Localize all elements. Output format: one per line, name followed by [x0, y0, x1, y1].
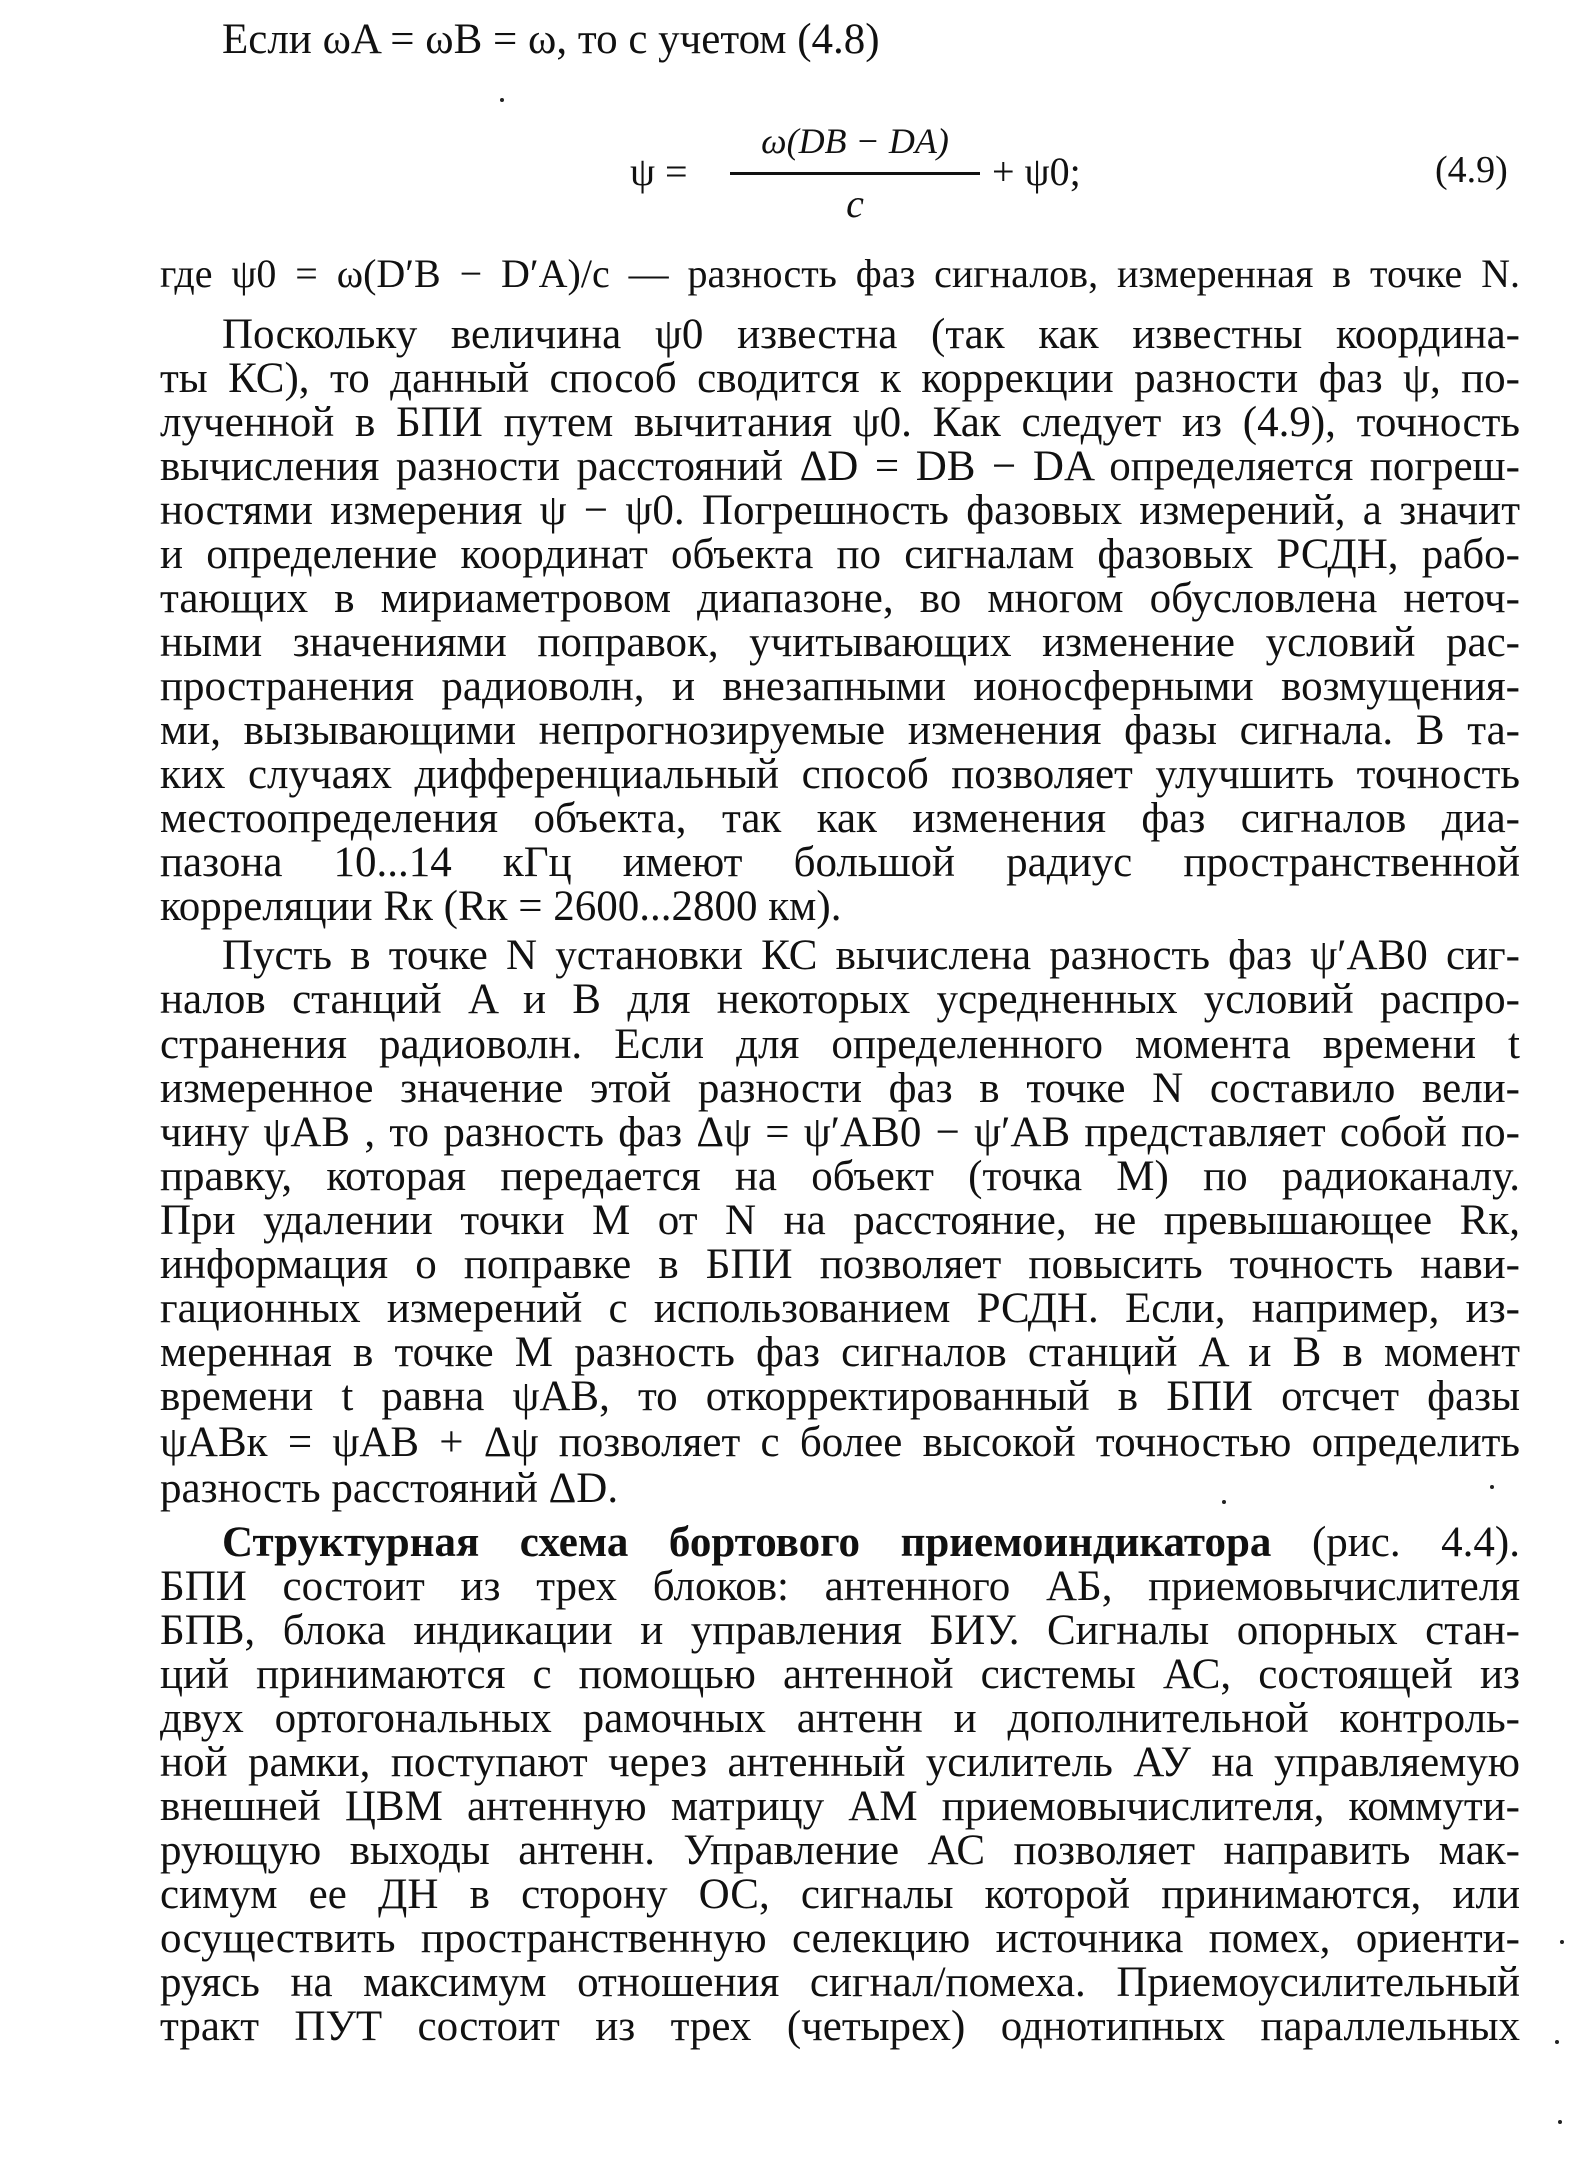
para3-line-3: БПВ, блока индикации и управления БИУ. Сигналы опорных стан-: [160, 1607, 1520, 1654]
para1-line-13: пазона 10...14 кГц имеют большой радиус пространственной: [160, 839, 1520, 886]
para3-line-11: руясь на максимум отношения сигнал/помеха. Приемоусилительный: [160, 1959, 1520, 2006]
para1-line-9: пространения радиоволн, и внезапными ионосферными возмущения-: [160, 663, 1520, 710]
para1-line-1: Поскольку величина ψ0 известна (так как известны координа-: [222, 311, 1520, 358]
para2-line-1: Пусть в точке N установки КС вычислена разность фаз ψ′AB0 сиг-: [222, 932, 1520, 979]
para1-line-5: ностями измерения ψ − ψ0. Погрешность фазовых измерений, а значит: [160, 487, 1520, 534]
para3-line-2: БПИ состоит из трех блоков: антенного АБ, приемовычислителя: [160, 1563, 1520, 1610]
para2-line-10: меренная в точке M разность фаз сигналов станций A и B в момент: [160, 1329, 1520, 1376]
scan-speck: [1558, 2120, 1562, 2124]
scan-speck: [500, 98, 504, 102]
para3-line-6: ной рамки, поступают через антенный усилитель АУ на управляемую: [160, 1739, 1520, 1786]
fraction-bar: [730, 172, 980, 175]
para3-line-10: осуществить пространственную селекцию источника помех, ориенти-: [160, 1915, 1520, 1962]
formula-denominator: c: [846, 181, 864, 226]
para1-line-10: ми, вызывающими непрогнозируемые изменения фазы сигнала. В та-: [160, 707, 1520, 754]
formula-rhs: + ψ0;: [992, 149, 1081, 194]
para2-line-6: правку, которая передается на объект (точка M) по радиоканалу.: [160, 1153, 1520, 1200]
para2-line-9: гационных измерений с использованием РСДН. Если, например, из-: [160, 1285, 1520, 1332]
para3-line-1: [222, 1521, 1520, 1564]
scan-speck: [1490, 1485, 1494, 1489]
para3-line-7: внешней ЦВМ антенную матрицу АМ приемовычислителя, коммути-: [160, 1783, 1520, 1830]
para3-line-8: рующую выходы антенн. Управление АС позволяет направить мак-: [160, 1827, 1520, 1874]
para2-line-13: разность расстояний ΔD.: [160, 1465, 619, 1512]
para2-line-11: времени t равна ψAB, то откорректированный в БПИ отсчет фазы: [160, 1373, 1520, 1420]
section-heading: Структурная схема бортового приемоиндикатора: [222, 1519, 1272, 1566]
formula-4-9: [630, 120, 1150, 230]
para2-line-8: информация о поправке в БПИ позволяет повысить точность нави-: [160, 1241, 1520, 1288]
para1-line-3: лученной в БПИ путем вычитания ψ0. Как следует из (4.9), точность: [160, 399, 1520, 446]
scan-speck: [1555, 2040, 1559, 2044]
para2-line-3: странения радиоволн. Если для определенного момента времени t: [160, 1021, 1520, 1068]
formula-lhs: ψ =: [630, 149, 688, 194]
para3-line-12: тракт ПУТ состоит из трех (четырех) однотипных параллельных: [160, 2003, 1520, 2050]
para1-line-7: тающих в мириаметровом диапазоне, во многом обусловлена неточ-: [160, 575, 1520, 622]
para2-line-12: ψABк = ψAB + Δψ позволяет с более высокой точностью определить: [160, 1419, 1520, 1466]
para2-line-2: налов станций A и B для некоторых усредненных условий распро-: [160, 976, 1520, 1023]
para1-line-4: вычисления разности расстояний ΔD = DB − DA определяется погреш-: [160, 443, 1520, 490]
where-line: где ψ0 = ω(D′B − D′A)/c — разность фаз сигналов, измеренная в точке N.: [160, 251, 1520, 296]
para1-line-8: ными значениями поправок, учитывающих изменение условий рас-: [160, 619, 1520, 666]
para1-line-12: местоопределения объекта, так как изменения фаз сигналов диа-: [160, 795, 1520, 842]
para3-line-9: симум ее ДН в сторону ОС, сигналы которой принимаются, или: [160, 1871, 1520, 1918]
para1-line-11: ких случаях дифференциальный способ позволяет улучшить точность: [160, 751, 1520, 798]
para1-line-14: корреляции Rк (Rк = 2600...2800 км).: [160, 883, 842, 930]
para1-line-2: ты КС), то данный способ сводится к коррекции разности фаз ψ, по-: [160, 355, 1520, 402]
intro-line: Если ωA = ωB = ω, то с учетом (4.8): [222, 16, 880, 63]
figure-reference: (рис. 4.4).: [1311, 1519, 1520, 1566]
para3-line-5: двух ортогональных рамочных антенн и дополнительной контроль-: [160, 1695, 1520, 1742]
scan-speck: [1222, 1500, 1226, 1504]
para2-line-7: При удалении точки M от N на расстояние, не превышающее Rк,: [160, 1197, 1520, 1244]
para1-line-6: и определение координат объекта по сигналам фазовых РСДН, рабо-: [160, 531, 1520, 578]
para2-line-5: чину ψAB , то разность фаз Δψ = ψ′AB0 − ψ′AB представляет собой по-: [160, 1109, 1520, 1156]
scan-speck: [1560, 1940, 1564, 1944]
para3-line-4: ций принимаются с помощью антенной системы АС, состоящей из: [160, 1651, 1520, 1698]
formula-numerator: ω(DB − DA): [761, 121, 949, 161]
equation-number: (4.9): [1435, 149, 1508, 191]
para2-line-4: измеренное значение этой разности фаз в точке N составило вели-: [160, 1065, 1520, 1112]
